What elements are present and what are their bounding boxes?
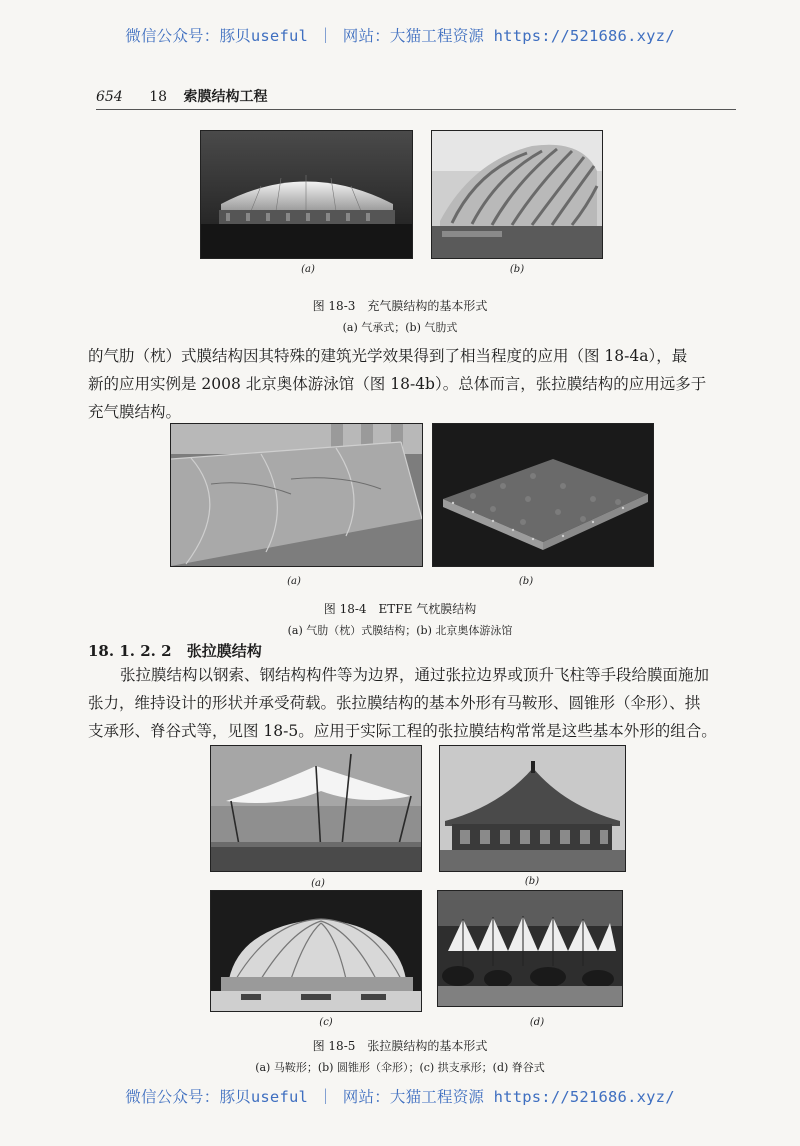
fig-18-3-caption: 图 18-3 充气膜结构的基本形式 [312, 299, 488, 313]
fig-18-5-subcaption: (a) 马鞍形；(b) 圆锥形（伞形）；(c) 拱支承形；(d) 脊谷式 [255, 1061, 545, 1074]
section-number: 18. 1. 2. 2 [88, 642, 172, 660]
fig-18-3b-photo [431, 130, 603, 259]
chapter-number: 18 [149, 89, 168, 105]
section-title: 张拉膜结构 [186, 642, 262, 660]
para2-line2: 张力，维持设计的形状并承受荷载。张拉膜结构的基本外形有马鞍形、圆锥形（伞形）、拱 [88, 694, 701, 712]
para2-line3: 支承形、脊谷式等，见图 18-5。应用于实际工程的张拉膜结构常常是这些基本外形的组合。 [88, 722, 717, 740]
fig-18-5c-photo [210, 890, 422, 1012]
fig-18-3a-label: (a) [301, 264, 315, 275]
header-rule [96, 109, 736, 110]
fig-18-5-caption: 图 18-5 张拉膜结构的基本形式 [312, 1039, 488, 1053]
fig-18-5d-label: (d) [529, 1017, 545, 1028]
chapter-title: 索膜结构工程 [183, 89, 268, 105]
fig-18-5d-photo [437, 890, 623, 1007]
fig-18-4-caption: 图 18-4 ETFE 气枕膜结构 [323, 602, 477, 616]
para2-line1: 张拉膜结构以钢索、钢结构构件等为边界，通过张拉边界或顶升飞柱等手段给膜面施加 [120, 666, 710, 684]
page-number: 654 [96, 89, 123, 105]
fig-18-5a-label: (a) [311, 878, 325, 889]
fig-18-3-subcaption: (a) 气承式；(b) 气肋式 [342, 321, 458, 334]
watermark-top: 微信公众号：豚贝useful ｜ 网站：大猫工程资源 https://521686.xyz/ [125, 27, 675, 45]
fig-18-3a-photo [200, 130, 413, 259]
fig-18-5a-photo [210, 745, 422, 872]
watermark-bottom: 微信公众号：豚贝useful ｜ 网站：大猫工程资源 https://521686.xyz/ [125, 1088, 675, 1106]
fig-18-4b-photo [432, 423, 654, 567]
fig-18-4-subcaption: (a) 气肋（枕）式膜结构；(b) 北京奥体游泳馆 [287, 624, 513, 637]
fig-18-4a-label: (a) [287, 576, 301, 587]
fig-18-4b-label: (b) [518, 576, 534, 587]
fig-18-5c-label: (c) [319, 1017, 333, 1028]
fig-18-5b-photo [439, 745, 626, 872]
para1-line3: 充气膜结构。 [88, 403, 182, 421]
running-header [96, 86, 267, 106]
fig-18-4a-photo [170, 423, 423, 567]
fig-18-3b-label: (b) [509, 264, 525, 275]
fig-18-5b-label: (b) [524, 876, 540, 887]
para1-line1: 的气肋（枕）式膜结构因其特殊的建筑光学效果得到了相当程度的应用（图 18-4a），最 [88, 347, 688, 365]
para1-line2: 新的应用实例是 2008 北京奥体游泳馆（图 18-4b）。总体而言，张拉膜结构的应用远多于 [88, 375, 707, 393]
section-heading [88, 640, 262, 661]
